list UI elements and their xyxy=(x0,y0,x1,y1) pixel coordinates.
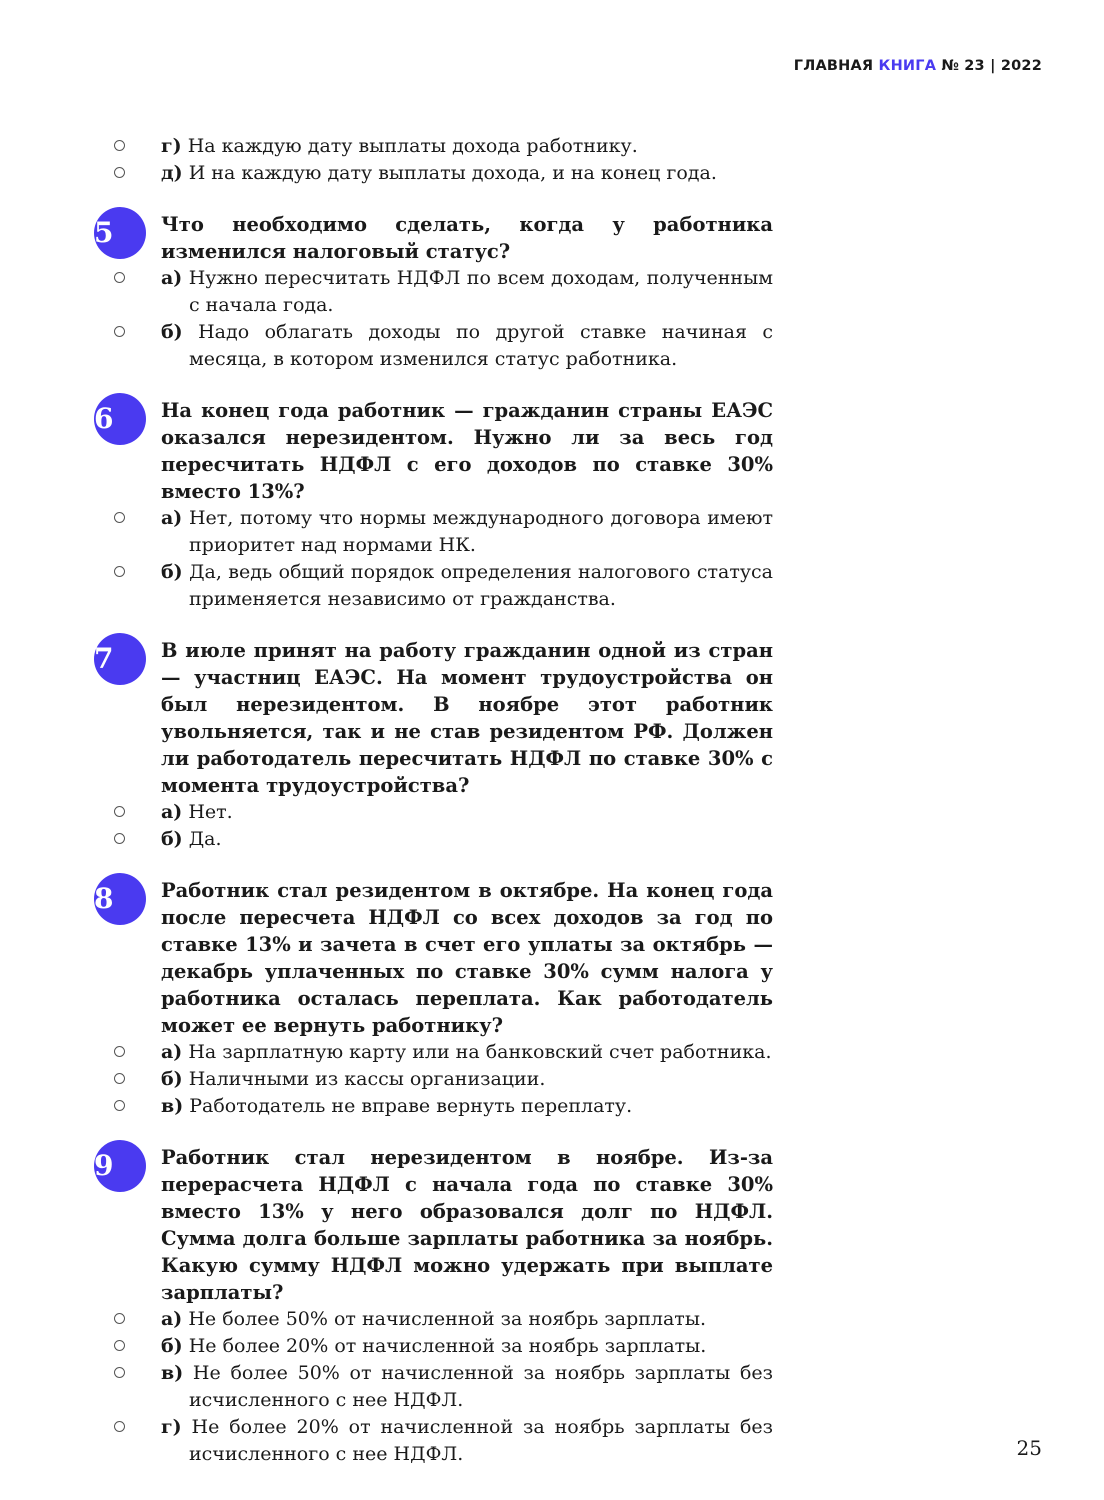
question-text: Работник стал нерезидентом в ноябре. Из-за перерасчета НДФЛ с начала года по ставке 30% вместо 13% у него образовался долг по НДФЛ. Сумма долга больше зарплаты работника за ноябрь. Какую сумму НДФЛ можно удержать при выплате зарплаты? xyxy=(161,1146,773,1304)
question-text: Что необходимо сделать, когда у работника изменился налоговый статус? xyxy=(161,213,773,263)
answer-letter: б) xyxy=(161,1335,183,1357)
radio-button[interactable] xyxy=(114,1313,125,1324)
answer-letter: а) xyxy=(161,1308,183,1330)
answer-option[interactable] xyxy=(106,1333,773,1360)
answer-text: На каждую дату выплаты дохода работнику. xyxy=(187,135,638,157)
answer-option[interactable] xyxy=(106,505,773,559)
radio-button[interactable] xyxy=(114,1100,125,1111)
radio-button[interactable] xyxy=(114,512,125,523)
question-6 xyxy=(94,397,773,505)
radio-button[interactable] xyxy=(114,326,125,337)
answer-letter: д) xyxy=(161,162,183,184)
header-title-main: ГЛАВНАЯ xyxy=(793,58,874,74)
answer-option[interactable] xyxy=(106,1306,773,1333)
answer-option[interactable] xyxy=(106,1414,773,1468)
answer-letter: в) xyxy=(161,1362,184,1384)
answer-text: Не более 20% от начисленной за ноябрь зарплаты без исчисленного с нее НДФЛ. xyxy=(189,1416,773,1465)
answer-letter: б) xyxy=(161,1068,183,1090)
answer-option[interactable] xyxy=(106,160,773,187)
radio-button[interactable] xyxy=(114,1073,125,1084)
answer-letter: б) xyxy=(161,828,183,850)
answer-option[interactable] xyxy=(106,1066,773,1093)
answer-text: Нет, потому что нормы международного договора имеют приоритет над нормами НК. xyxy=(188,507,773,556)
radio-button[interactable] xyxy=(114,806,125,817)
answer-text: Не более 50% от начисленной за ноябрь зарплаты без исчисленного с нее НДФЛ. xyxy=(189,1362,773,1411)
answer-option[interactable] xyxy=(106,559,773,613)
answer-letter: г) xyxy=(161,1416,182,1438)
answer-text: Надо облагать доходы по другой ставке начиная с месяца, в котором изменился статус работника. xyxy=(189,321,773,370)
answer-letter: а) xyxy=(161,507,183,529)
answer-text: Наличными из кассы организации. xyxy=(188,1068,546,1090)
answer-option[interactable] xyxy=(106,1093,773,1120)
radio-button[interactable] xyxy=(114,1367,125,1378)
radio-button[interactable] xyxy=(114,140,125,151)
answer-text: Нет. xyxy=(188,801,233,823)
radio-button[interactable] xyxy=(114,833,125,844)
answer-text: Да. xyxy=(188,828,222,850)
answer-letter: а) xyxy=(161,801,183,823)
question-text: В июле принят на работу гражданин одной из стран — участниц ЕАЭС. На момент трудоустройства он был нерезидентом. В ноябре этот работник увольняется, так и не став резидентом РФ. Должен ли работодатель пересчитать НДФЛ по ставке 30% с момента трудоустройства? xyxy=(161,639,773,797)
answer-option[interactable] xyxy=(106,1039,773,1066)
radio-button[interactable] xyxy=(114,167,125,178)
answer-letter: а) xyxy=(161,267,183,289)
answer-text: Да, ведь общий порядок определения налогового статуса применяется независимо от гражданства. xyxy=(189,561,774,610)
page-number: 25 xyxy=(1016,1436,1042,1460)
question-text: Работник стал резидентом в октябре. На конец года после пересчета НДФЛ со всех доходов за год по ставке 13% и зачета в счет его уплаты за октябрь — декабрь уплаченных по ставке 30% сумм налога у работника осталась переплата. Как работодатель может ее вернуть работнику? xyxy=(161,879,773,1037)
question-number-badge: 6 xyxy=(94,393,146,445)
question-number-badge: 7 xyxy=(94,633,146,685)
question-7 xyxy=(94,637,773,799)
question-text: На конец года работник — гражданин страны ЕАЭС оказался нерезидентом. Нужно ли за весь год пересчитать НДФЛ с его доходов по ставке 30% вместо 13%? xyxy=(161,399,773,503)
answer-option[interactable] xyxy=(106,319,773,373)
answer-letter: б) xyxy=(161,321,183,343)
answer-text: Не более 50% от начисленной за ноябрь зарплаты. xyxy=(188,1308,706,1330)
radio-button[interactable] xyxy=(114,272,125,283)
answer-text: И на каждую дату выплаты дохода, и на конец года. xyxy=(188,162,717,184)
answer-letter: а) xyxy=(161,1041,183,1063)
quiz-content xyxy=(94,133,774,1468)
answer-option[interactable] xyxy=(106,826,773,853)
answer-option[interactable] xyxy=(106,133,773,160)
radio-button[interactable] xyxy=(114,1421,125,1432)
header-issue: № 23 | 2022 xyxy=(941,58,1042,74)
answer-option[interactable] xyxy=(106,265,773,319)
magazine-header xyxy=(794,58,1042,74)
question-number-badge: 8 xyxy=(94,873,146,925)
answer-letter: б) xyxy=(161,561,183,583)
question-number-badge: 9 xyxy=(94,1140,146,1192)
radio-button[interactable] xyxy=(114,566,125,577)
radio-button[interactable] xyxy=(114,1340,125,1351)
answer-text: Работодатель не вправе вернуть переплату. xyxy=(189,1095,633,1117)
radio-button[interactable] xyxy=(114,1046,125,1057)
question-8 xyxy=(94,877,773,1039)
header-title-accent: КНИГА xyxy=(878,58,937,74)
question-9 xyxy=(94,1144,773,1306)
question-number-badge: 5 xyxy=(94,207,146,259)
answer-option[interactable] xyxy=(106,799,773,826)
answer-text: Не более 20% от начисленной за ноябрь зарплаты. xyxy=(188,1335,707,1357)
answer-letter: в) xyxy=(161,1095,184,1117)
answer-option[interactable] xyxy=(106,1360,773,1414)
answer-text: На зарплатную карту или на банковский счет работника. xyxy=(188,1041,772,1063)
answer-text: Нужно пересчитать НДФЛ по всем доходам, полученным с начала года. xyxy=(188,267,773,316)
question-5 xyxy=(94,211,773,265)
answer-letter: г) xyxy=(161,135,182,157)
